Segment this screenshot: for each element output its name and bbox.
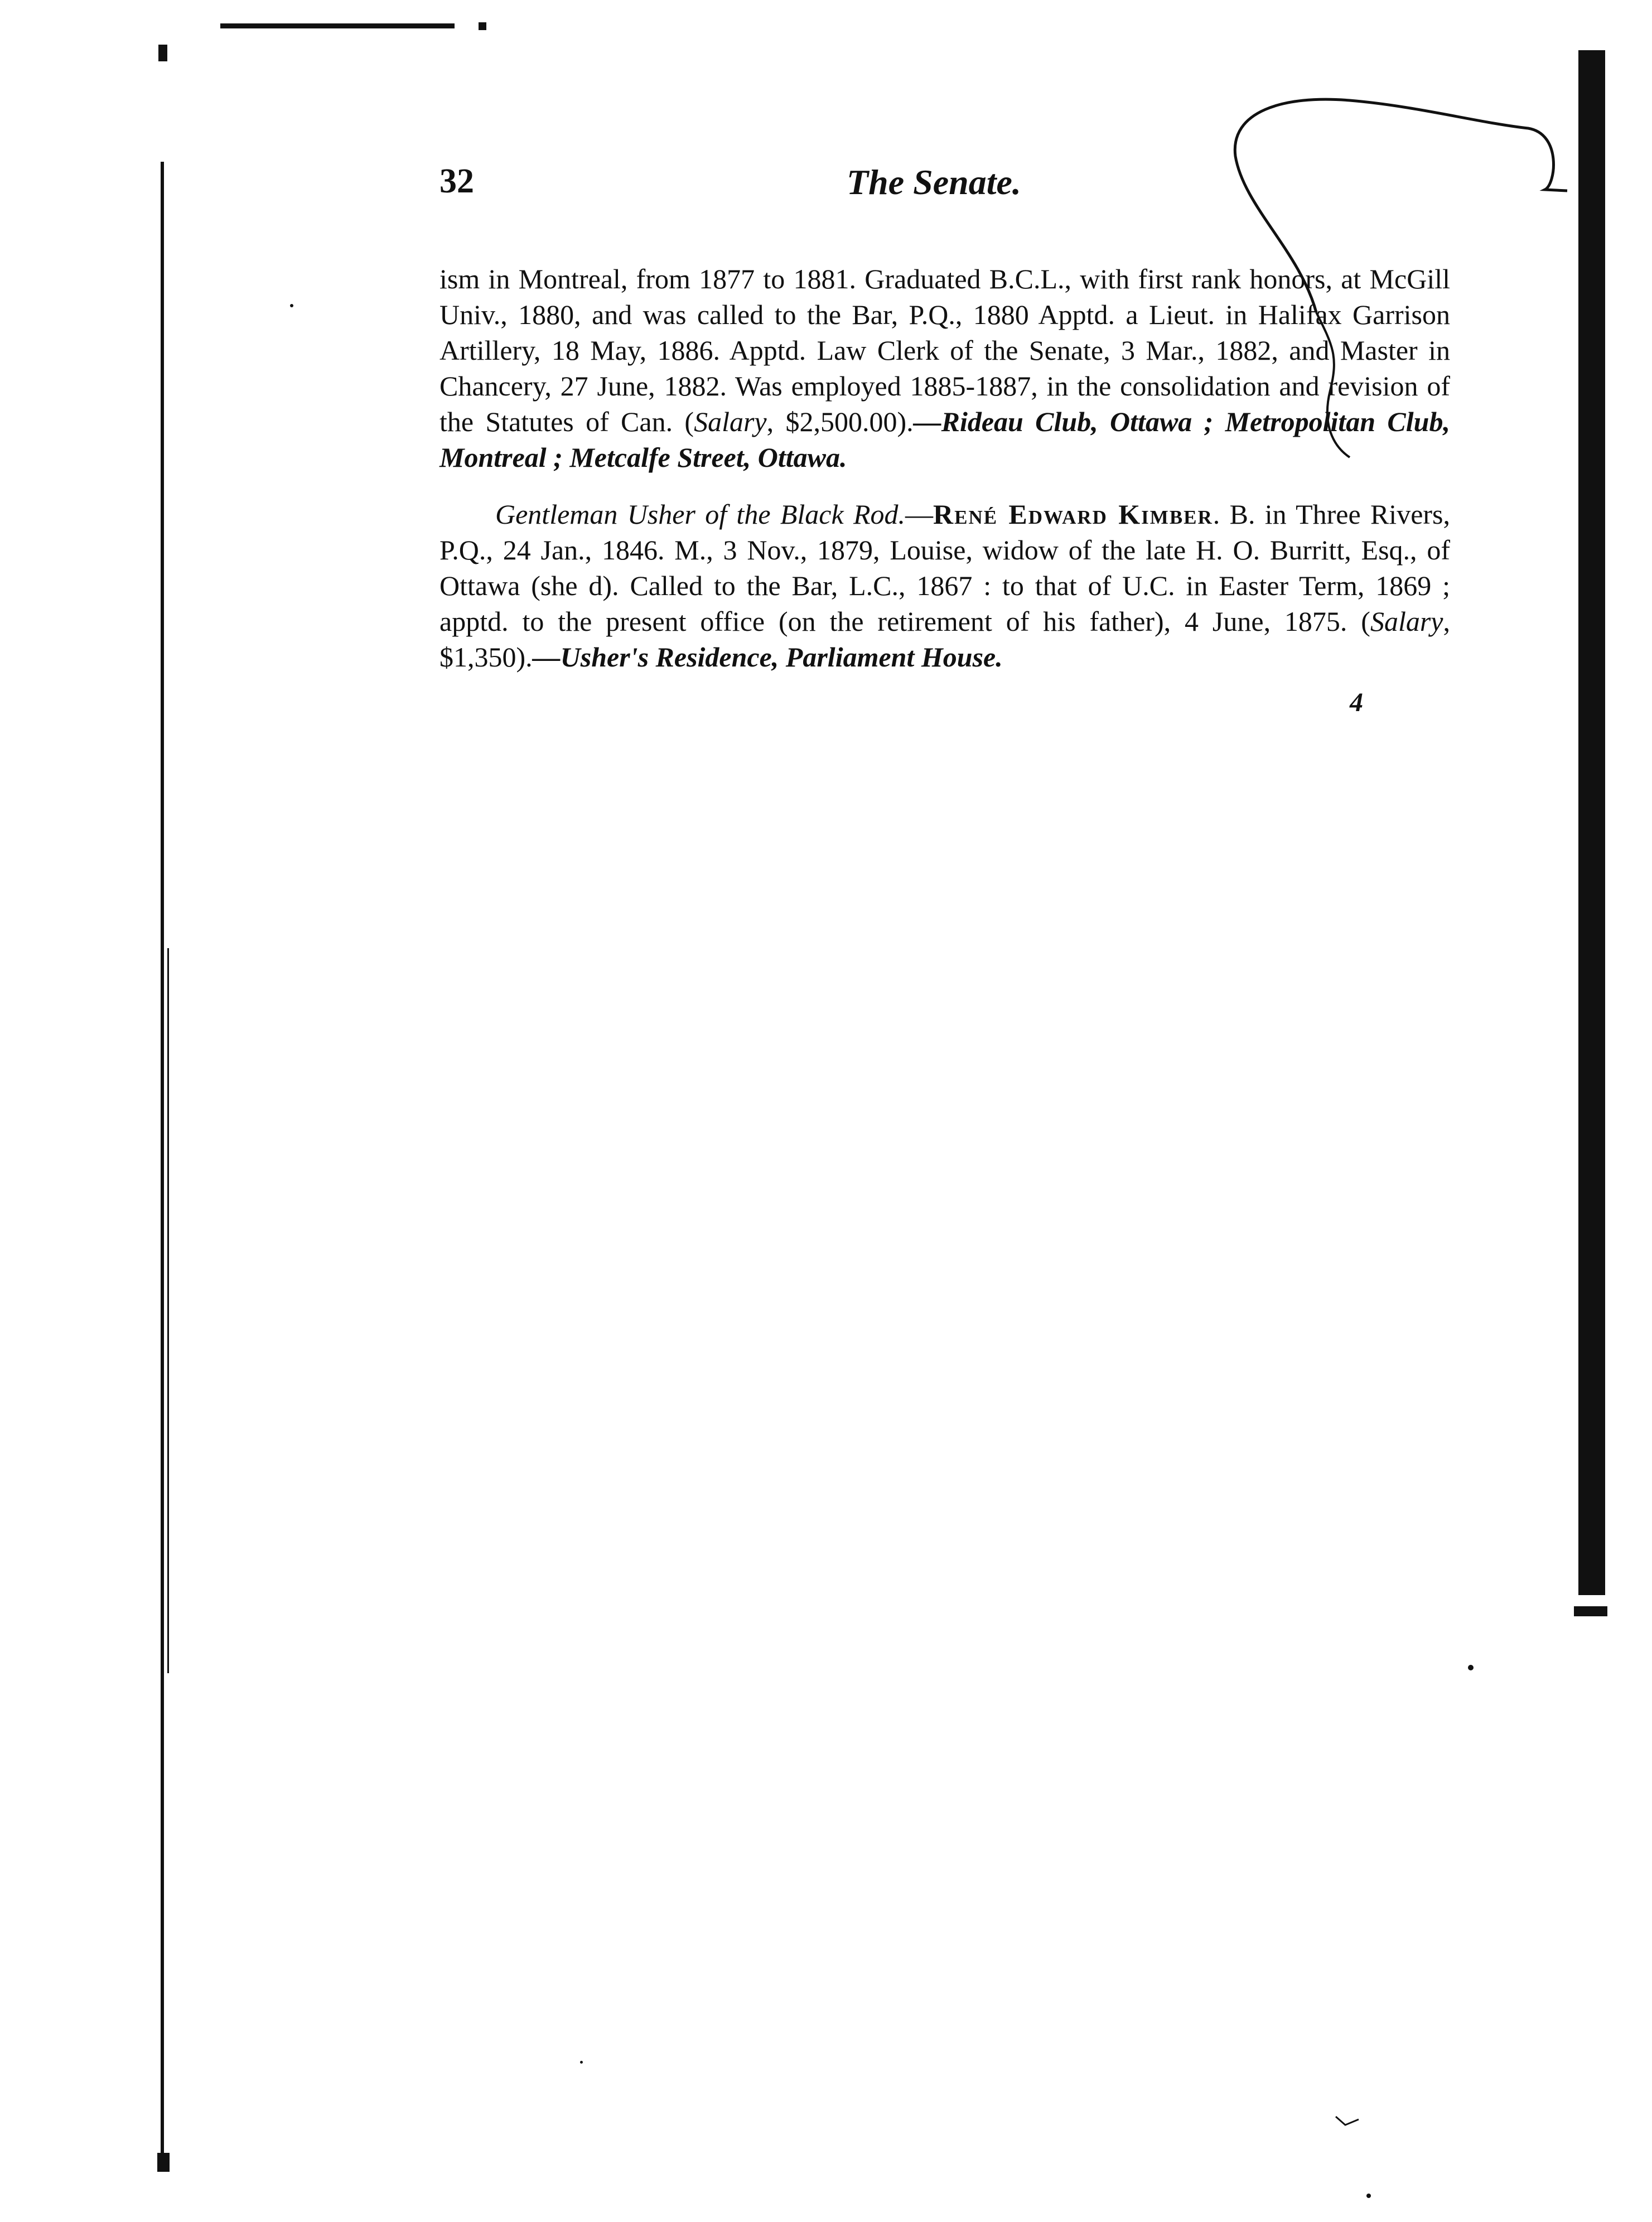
person-name: René Edward Kimber: [933, 499, 1213, 530]
clubs-address: —Rideau Club, Ottawa ; Metropolitan Club, Montreal ; Metcalfe Street, Ottawa.: [439, 406, 1450, 473]
biography-paragraph-black-rod: [439, 496, 1450, 675]
paragraph-text: , $1,350).: [439, 606, 1450, 673]
dash: —: [905, 499, 933, 530]
office-title: Gentleman Usher of the Black Rod.: [495, 499, 905, 530]
salary-label: Salary: [1370, 606, 1443, 637]
salary-label: Salary: [694, 406, 767, 437]
biography-paragraph-law-clerk: [439, 261, 1450, 475]
paragraph-text: ism in Montreal, from 1877 to 1881. Graduated B.C.L., with first rank honors, at McGill Univ., 1880, and was called to the Bar, P.Q., 1880 Apptd. a Lieut. in Halifax Garrison Artillery, 18 May, 1886. Apptd. Law Clerk of the Senate, 3 Mar., 1882, and Master in Chancery, 27 June, 1882. Was employed 1885-1887, in the consolidation and revision of the Statutes of Can. (: [439, 263, 1450, 437]
paragraph-text: , $2,500.00).: [766, 406, 914, 437]
paragraph-text: . B. in Three Rivers, P.Q., 24 Jan., 1846. M., 3 Nov., 1879, Louise, widow of the late H. O. Burritt, Esq., of Ottawa (she d). Called to the Bar, L.C., 1867 : to that of U.C. in Easter Term, 1869 ; apptd. to the present office (on the retirement of his father), 4 June, 1875. (: [439, 499, 1450, 637]
page-header: [439, 162, 1455, 212]
running-title: The Senate.: [847, 162, 1021, 202]
residence-address: —Usher's Residence, Parliament House.: [532, 641, 1003, 673]
page-number: 32: [439, 162, 474, 200]
handwritten-margin-number: 4: [1350, 688, 1363, 717]
